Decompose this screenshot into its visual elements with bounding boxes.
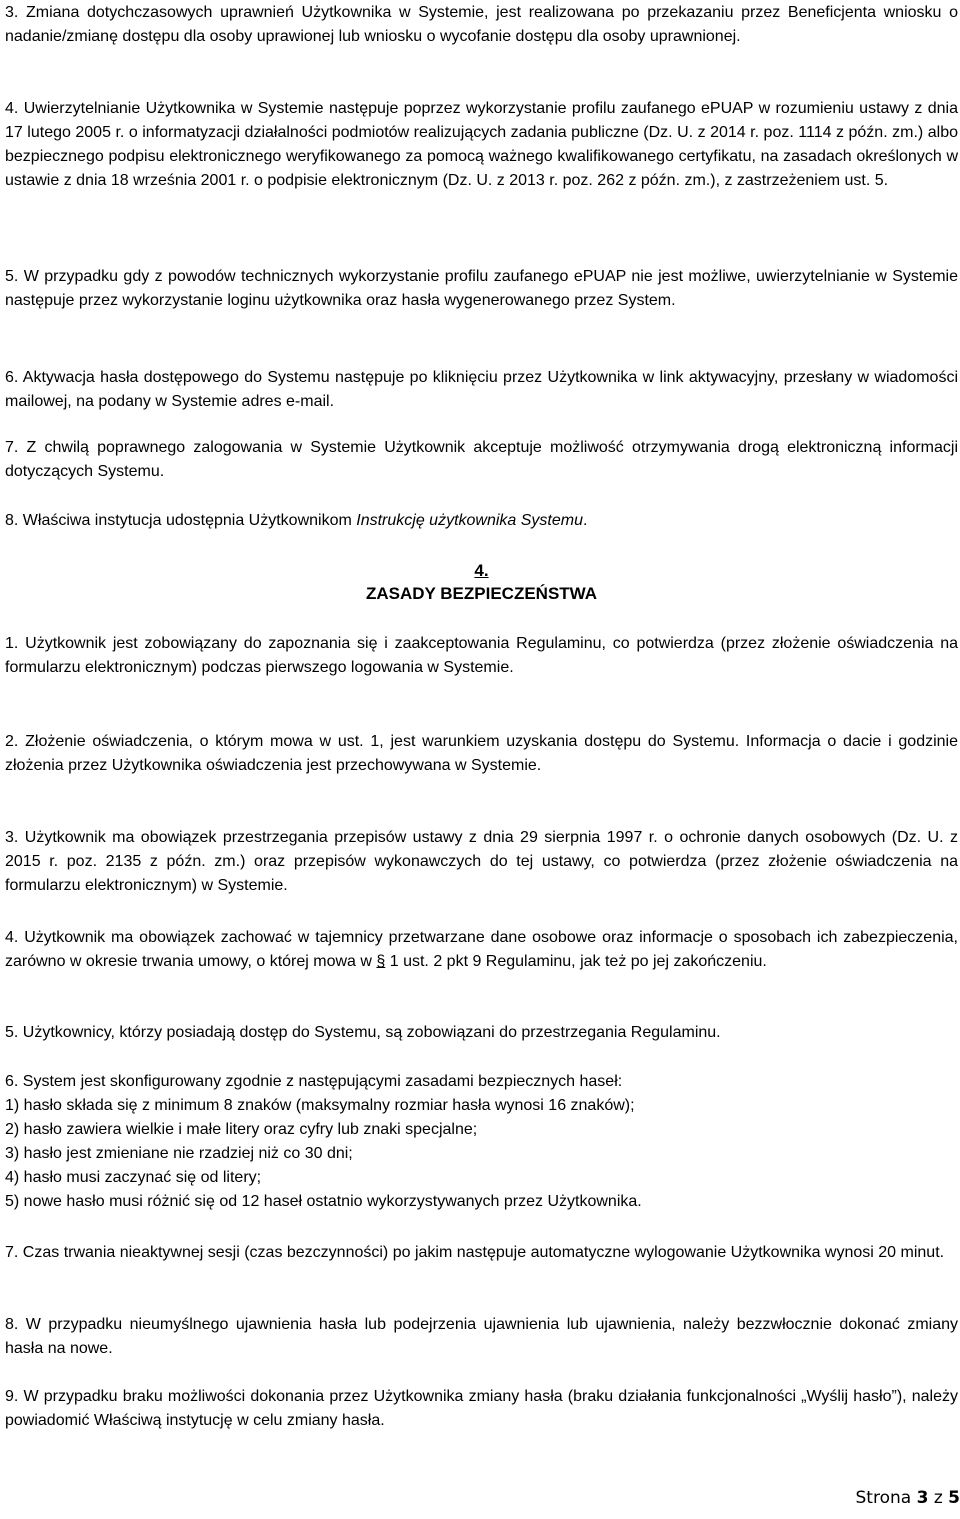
section-number [5, 559, 958, 583]
paragraph-item-7: 7. Z chwilą poprawnego zalogowania w Systemie Użytkownik akceptuje możliwość otrzymywania drogą elektroniczną informacji dotyczących Systemu. [5, 439, 958, 480]
page-footer [856, 1486, 960, 1510]
footer-of-label: z [928, 1488, 949, 1508]
paragraph-security-7: 7. Czas trwania nieaktywnej sesji (czas bezczynności) po jakim następuje automatyczne wylogowanie Użytkownika wynosi 20 minut. [5, 1244, 945, 1261]
paragraph-security-1: 1. Użytkownik jest zobowiązany do zapoznania się i zaakceptowania Regulaminu, co potwierdza (przez złożenie oświadczenia na formularzu elektronicznym) podczas pierwszego logowania w Systemie. [5, 635, 958, 676]
item-8-period: . [583, 512, 588, 529]
password-rule-3: 3) hasło jest zmieniane nie rzadziej niż co 30 dni; [5, 1145, 353, 1162]
paragraph-security-3: 3. Użytkownik ma obowiązek przestrzegania przepisów ustawy z dnia 29 sierpnia 1997 r. o ochronie danych osobowych (Dz. U. z 2015 r. poz. 2135 z późn. zm.) oraz przepisów wykonawczych do tej ustawy, co potwierdza (przez złożenie oświadczenia na formularzu elektronicznym) w Systemie. [5, 829, 958, 894]
section-number-text: 4. [474, 561, 489, 580]
paragraph-reference-link[interactable]: § [376, 953, 386, 970]
password-rule-5: 5) nowe hasło musi różnić się od 12 haseł ostatnio wykorzystywanych przez Użytkownika. [5, 1193, 642, 1210]
password-rules-intro: 6. System jest skonfigurowany zgodnie z następującymi zasadami bezpiecznych haseł: [5, 1073, 623, 1090]
paragraph-security-4 [5, 926, 958, 974]
password-rule-2: 2) hasło zawiera wielkie i małe litery oraz cyfry lub znaki specjalne; [5, 1121, 478, 1138]
footer-page-label: Strona [855, 1488, 917, 1508]
paragraph-security-8: 8. W przypadku nieumyślnego ujawnienia hasła lub podejrzenia ujawnienia lub ujawnienia, należy bezzwłocznie dokonać zmiany hasła na nowe. [5, 1316, 958, 1357]
paragraph-security-9: 9. W przypadku braku możliwości dokonania przez Użytkownika zmiany hasła (braku działania funkcjonalności „Wyślij hasło”), należy powiadomić Właściwą instytucję w celu zmiany hasła. [5, 1388, 958, 1429]
paragraph-security-5: 5. Użytkownicy, którzy posiadają dostęp do Systemu, są zobowiązani do przestrzegania Regulaminu. [5, 1024, 721, 1041]
paragraph-item-6: 6. Aktywacja hasła dostępowego do Systemu następuje po kliknięciu przez Użytkownika w link aktywacyjny, przesłany w wiadomości mailowej, na podany w Systemie adres e-mail. [5, 369, 958, 410]
paragraph-item-3: 3. Zmiana dotychczasowych uprawnień Użytkownika w Systemie, jest realizowana po przekazaniu przez Beneficjenta wniosku o nadanie/zmianę dostępu dla osoby uprawionej lub wniosku o wycofanie dostępu dla osoby uprawnionej. [5, 4, 958, 45]
section-title: ZASADY BEZPIECZEŃSTWA [365, 584, 598, 603]
paragraph-item-4: 4. Uwierzytelnianie Użytkownika w Systemie następuje poprzez wykorzystanie profilu zaufanego ePUAP w rozumieniu ustawy z dnia 17 lutego 2005 r. o informatyzacji działalności podmiotów realizujących zadania publiczne (Dz. U. z 2014 r. poz. 1114 z późn. zm.) albo bezpiecznego podpisu elektronicznego weryfikowanego za pomocą ważnego kwalifikowanego certyfikatu, na zasadach określonych w ustawie z dnia 18 września 2001 r. o podpisie elektronicznym (Dz. U. z 2013 r. poz. 262 z późn. zm.), z zastrzeżeniem ust. 5. [5, 100, 958, 189]
footer-current-page: 3 [916, 1488, 929, 1508]
footer-total-pages: 5 [948, 1488, 960, 1508]
password-rule-4: 4) hasło musi zaczynać się od litery; [5, 1169, 262, 1186]
paragraph-item-8 [5, 509, 587, 533]
item-8-text: 8. Właściwa instytucja udostępnia Użytkownikom [5, 512, 357, 529]
security-4-text-after: 1 ust. 2 pkt 9 Regulaminu, jak też po jej zakończeniu. [385, 953, 767, 970]
security-4-text-before: 4. Użytkownik ma obowiązek zachować w tajemnicy przetwarzane dane osobowe oraz informacje o sposobach ich zabezpieczenia, zarówno w okresie trwania umowy, o której mowa w [5, 929, 958, 970]
password-rule-1: 1) hasło składa się z minimum 8 znaków (maksymalny rozmiar hasła wynosi 16 znaków); [5, 1097, 635, 1114]
paragraph-security-2: 2. Złożenie oświadczenia, o którym mowa w ust. 1, jest warunkiem uzyskania dostępu do Systemu. Informacja o dacie i godzinie złożenia przez Użytkownika oświadczenia jest przechowywana w Systemie. [5, 733, 958, 774]
paragraph-security-6 [5, 1070, 642, 1214]
item-8-italic-title: Instrukcję użytkownika Systemu [356, 512, 583, 529]
paragraph-item-5: 5. W przypadku gdy z powodów technicznych wykorzystanie profilu zaufanego ePUAP nie jest możliwe, uwierzytelnianie w Systemie następuje przez wykorzystanie loginu użytkownika oraz hasła wygenerowanego przez System. [5, 268, 958, 309]
